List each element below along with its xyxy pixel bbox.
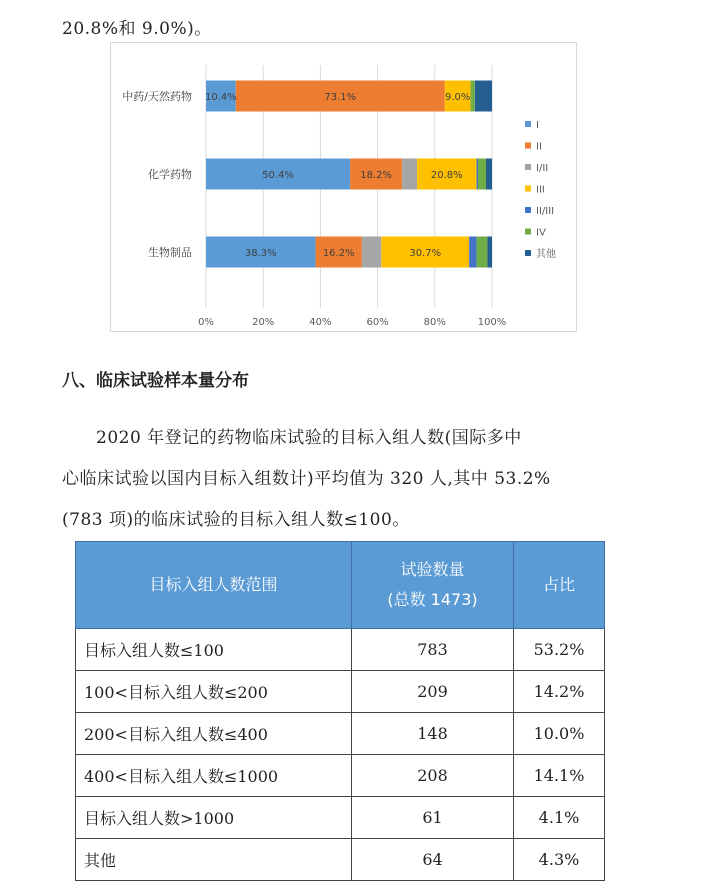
header-range: 目标入组人数范围 — [76, 542, 352, 629]
legend-swatch — [525, 229, 531, 235]
cell-count: 148 — [352, 713, 514, 755]
bar-segment — [469, 237, 476, 268]
bar-segment — [402, 159, 417, 190]
cell-share: 4.1% — [514, 797, 605, 839]
section-title: 八、临床试验样本量分布 — [62, 371, 249, 391]
bar-segment — [486, 159, 492, 190]
cell-range: 200<目标入组人数≤400 — [76, 713, 352, 755]
bar-segment — [475, 81, 492, 112]
x-tick-label: 20% — [252, 317, 275, 328]
table-row — [76, 797, 605, 839]
data-label: 16.2% — [322, 248, 355, 259]
legend-swatch — [525, 186, 531, 192]
chart-svg — [111, 43, 576, 331]
legend-swatch — [525, 121, 531, 127]
cell-share: 4.3% — [514, 839, 605, 881]
table-row — [76, 713, 605, 755]
cell-share: 14.2% — [514, 671, 605, 713]
data-label: 9.0% — [444, 92, 471, 103]
legend-swatch — [525, 250, 531, 256]
x-tick-label: 40% — [309, 317, 332, 328]
table-row — [76, 755, 605, 797]
sample-size-table — [75, 541, 605, 881]
bar-segment — [362, 237, 381, 268]
legend-swatch — [525, 143, 531, 149]
header-count — [352, 542, 514, 629]
data-label: 20.8% — [430, 170, 463, 181]
data-label: 38.3% — [244, 248, 277, 259]
legend-swatch — [525, 164, 531, 170]
paragraph-line: (783 项)的临床试验的目标入组人数≤100。 — [62, 510, 410, 530]
legend-label: I — [536, 120, 539, 131]
paragraph-line: 心临床试验以国内目标入组数计)平均值为 320 人,其中 53.2% — [62, 469, 551, 489]
cell-share: 10.0% — [514, 713, 605, 755]
legend-label: 其他 — [536, 249, 556, 260]
category-label: 生物制品 — [148, 246, 192, 259]
table-row — [76, 629, 605, 671]
cell-count: 61 — [352, 797, 514, 839]
cell-count: 64 — [352, 839, 514, 881]
header-count-label: 试验数量 — [400, 560, 465, 579]
paragraph-line: 2020 年登记的药物临床试验的目标入组人数(国际多中 — [96, 428, 522, 448]
bar-segment — [477, 159, 478, 190]
x-tick-label: 100% — [477, 317, 507, 328]
data-label: 50.4% — [262, 170, 294, 181]
header-count-total: (总数 1473) — [387, 590, 478, 609]
x-tick-label: 60% — [366, 317, 389, 328]
table-row — [76, 839, 605, 881]
paragraph — [62, 418, 642, 541]
legend-label: IV — [536, 227, 546, 239]
data-label: 10.4% — [204, 92, 237, 103]
cell-range: 400<目标入组人数≤1000 — [76, 755, 352, 797]
data-label: 73.1% — [324, 92, 357, 103]
category-label: 化学药物 — [148, 168, 192, 181]
table-row — [76, 671, 605, 713]
legend-label: III — [536, 184, 545, 196]
bar-segment — [487, 237, 492, 268]
header-share: 占比 — [514, 542, 605, 629]
legend-swatch — [525, 207, 531, 213]
x-tick-label: 0% — [198, 317, 214, 328]
intro-line: 20.8%和 9.0%)。 — [62, 19, 212, 39]
data-label: 30.7% — [409, 248, 442, 259]
data-label: 18.2% — [360, 170, 393, 181]
cell-share: 14.1% — [514, 755, 605, 797]
cell-range: 目标入组人数>1000 — [76, 797, 352, 839]
legend-label: II — [536, 141, 542, 153]
table-header-row — [76, 542, 605, 629]
cell-range: 目标入组人数≤100 — [76, 629, 352, 671]
cell-count: 209 — [352, 671, 514, 713]
stacked-bar-chart — [110, 42, 577, 332]
cell-share: 53.2% — [514, 629, 605, 671]
bar-segment — [471, 81, 475, 112]
bar-segment — [477, 237, 488, 268]
cell-count: 208 — [352, 755, 514, 797]
legend-label: I/II — [536, 163, 549, 174]
bar-segment — [478, 159, 486, 190]
cell-range: 其他 — [76, 839, 352, 881]
x-tick-label: 80% — [423, 317, 446, 328]
category-label: 中药/天然药物 — [122, 90, 192, 103]
cell-count: 783 — [352, 629, 514, 671]
legend-label: II/III — [536, 206, 555, 217]
cell-range: 100<目标入组人数≤200 — [76, 671, 352, 713]
